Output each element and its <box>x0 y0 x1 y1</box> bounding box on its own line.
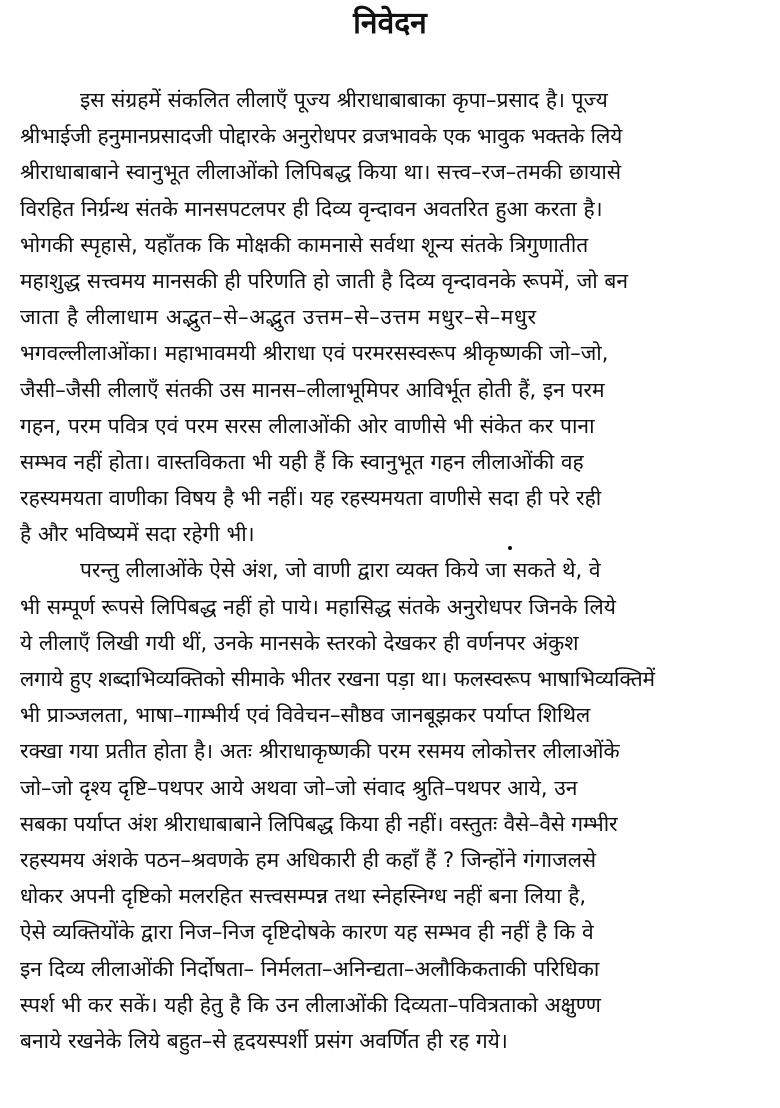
text-line: धोकर अपनी दृष्टिको मलरहित सत्त्वसम्पन्न तथा स्नेहस्निग्ध नहीं बना लिया है, <box>20 884 587 909</box>
text-line: महाशुद्ध सत्त्वमय मानसकी ही परिणति हो जाती है दिव्य वृन्दावनके रूपमें, जो बन <box>20 268 629 293</box>
text-line: स्पर्श भी कर सकें। यही हेतु है कि उन लीलाओंकी दिव्यता–पवित्रताको अक्षुण्ण <box>20 992 601 1017</box>
text-line: भी प्राञ्जलता, भाषा–गाम्भीर्य एवं विवेचन–सौष्ठव जानबूझकर पर्याप्त शिथिल <box>20 703 591 728</box>
text-line: लगाये हुए शब्दाभिव्यक्तिको सीमाके भीतर रखना पड़ा था। फलस्वरूप भाषाभिव्यक्तिमें <box>20 667 655 691</box>
text-line: विरहित निर्ग्रन्थ संतके मानसपटलपर ही दिव्य वृन्दावन अवतरित हुआ करता है। <box>20 196 603 221</box>
text-line: इस संग्रहमें संकलित लीलाएँ पूज्य श्रीराधाबाबाका कृपा–प्रसाद है। पूज्य <box>80 88 608 112</box>
scan-speck <box>508 546 512 550</box>
text-line: जाता है लीलाधाम अद्भुत–से–अद्भुत उत्तम–से–उत्तम मधुर–से–मधुर <box>20 305 537 330</box>
text-line: बनाये रखनेके लिये बहुत–से हृदयस्पर्शी प्रसंग अवर्णित ही रह गये। <box>20 1028 508 1053</box>
paragraph-1 <box>20 82 760 552</box>
text-line: गहन, परम पवित्र एवं परम सरस लीलाओंकी ओर वाणीसे भी संकेत कर पाना <box>20 413 595 438</box>
text-line: सम्भव नहीं होता। वास्तविकता भी यही हैं कि स्वानुभूत गहन लीलाओंकी वह <box>20 449 584 474</box>
text-line: ऐसे व्यक्तियोंके द्वारा निज–निज दृष्टिदोषके कारण यह सम्भव ही नहीं है कि वे <box>20 920 594 945</box>
text-line: भी सम्पूर्ण रूपसे लिपिबद्ध नहीं हो पाये। महासिद्ध संतके अनुरोधपर जिनके लिये <box>20 594 616 619</box>
text-line: श्रीराधाबाबाने स्वानुभूत लीलाओंको लिपिबद्ध किया था। सत्त्व–रज–तमकी छायासे <box>20 160 622 185</box>
text-line: रहस्यमयता वाणीका विषय है भी नहीं। यह रहस्यमयता वाणीसे सदा ही परे रही <box>20 486 602 511</box>
text-line: परन्तु लीलाओंके ऐसे अंश, जो वाणी द्वारा व्यक्त किये जा सकते थे, वे <box>80 558 601 583</box>
text-line: भोगकी स्पृहासे, यहाँतक कि मोक्षकी कामनासे सर्वथा शून्य संतके त्रिगुणातीत <box>20 232 589 257</box>
text-line: ये लीलाएँ लिखी गयी थीं, उनके मानसके स्तरको देखकर ही वर्णनपर अंकुश <box>20 630 579 655</box>
text-line: सबका पर्याप्त अंश श्रीराधाबाबाने लिपिबद्ध किया ही नहीं। वस्तुतः वैसे–वैसे गम्भीर <box>20 811 618 836</box>
text-line: रहस्यमय अंशके पठन–श्रवणके हम अधिकारी ही कहाँ हैं ? जिन्होंने गंगाजलसे <box>20 847 597 872</box>
text-line: जैसी–जैसी लीलाएँ संतकी उस मानस–लीलाभूमिपर आविर्भूत होती हैं, इन परम <box>20 377 605 402</box>
paragraph-2 <box>20 552 760 1059</box>
text-line: इन दिव्य लीलाओंकी निर्दोषता– निर्मलता–अनिन्द्यता–अलौकिकताकी परिधिका <box>20 956 600 981</box>
body-text <box>20 82 760 1059</box>
text-line: जो–जो दृश्य दृष्टि–पथपर आये अथवा जो–जो संवाद श्रुति–पथपर आये, उन <box>20 775 578 800</box>
text-line: श्रीभाईजी हनुमानप्रसादजी पोद्दारके अनुरोधपर व्रजभावके एक भावुक भक्तके लिये <box>20 124 623 149</box>
text-line: है और भविष्यमें सदा रहेगी भी। <box>20 522 255 547</box>
text-line: भगवल्लीलाओंका। महाभावमयी श्रीराधा एवं परमरसस्वरूप श्रीकृष्णकी जो–जो, <box>20 341 609 366</box>
page-title: निवेदन <box>353 6 427 41</box>
text-line: रक्खा गया प्रतीत होता है। अतः श्रीराधाकृष्णकी परम रसमय लोकोत्तर लीलाओंके <box>20 739 620 764</box>
